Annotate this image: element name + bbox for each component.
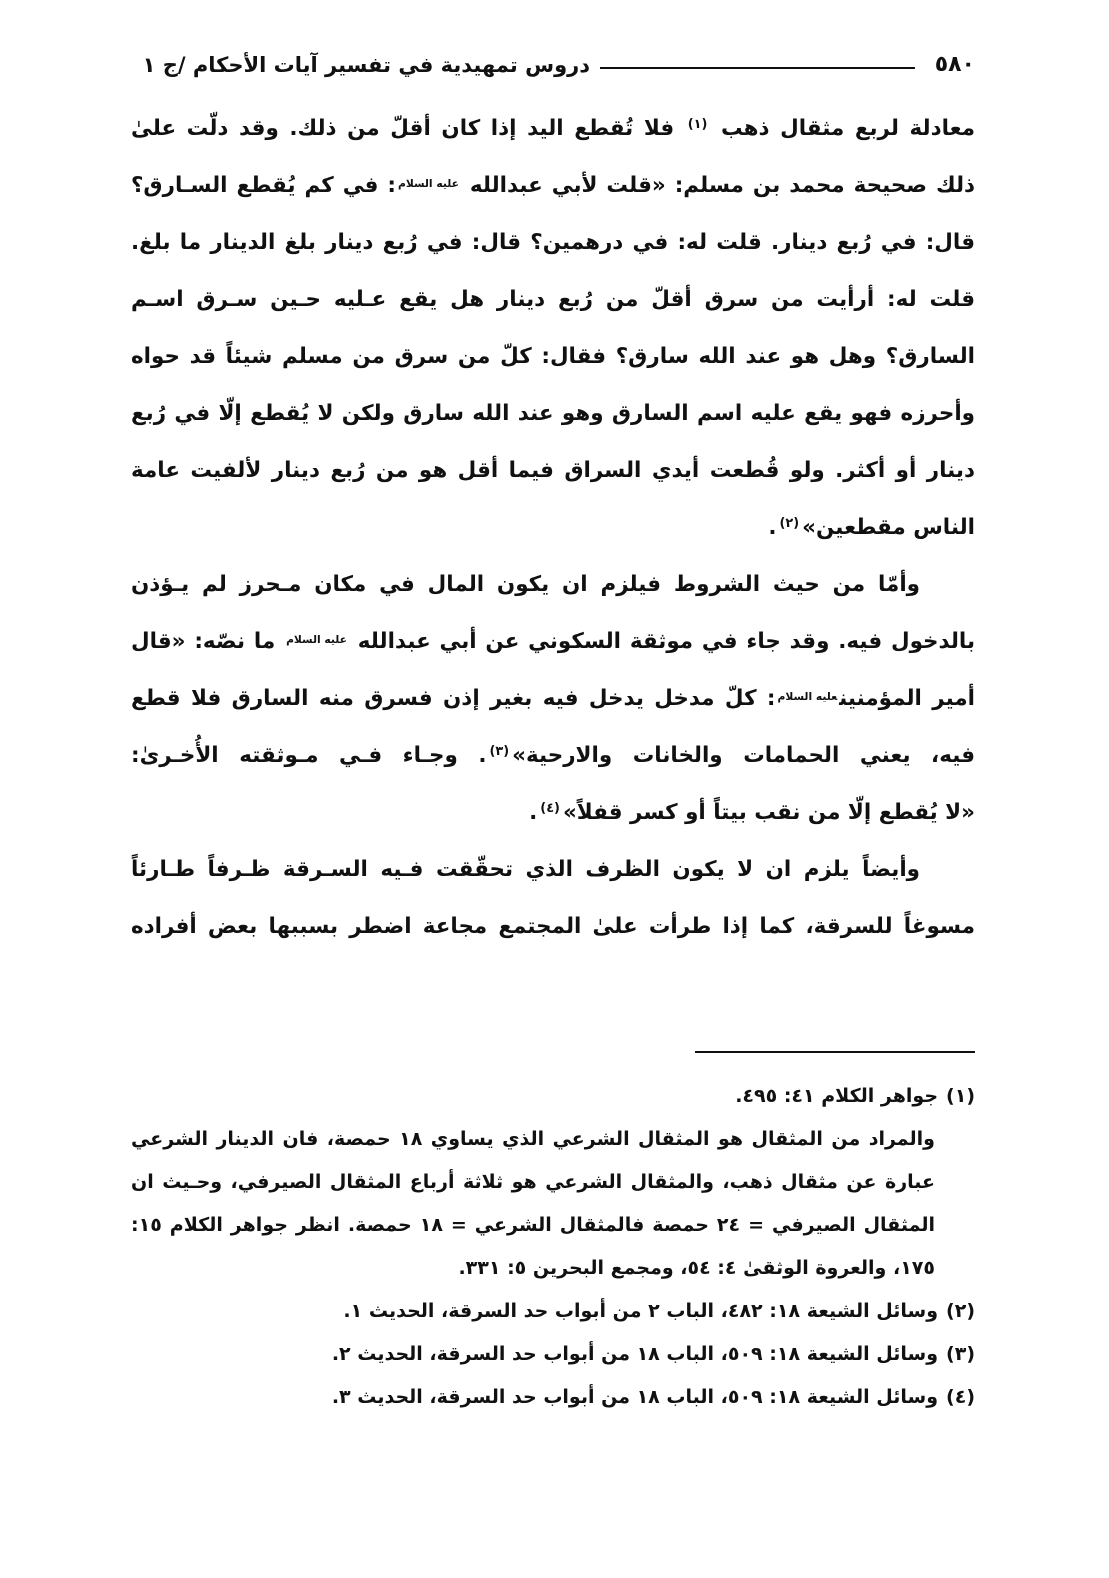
footnote-source: وسائل الشيعة ١٨: ٥٠٩، الباب ١٨ من أبواب حد السرقة، الحديث ٢. (331, 1343, 939, 1365)
text-run: . (768, 515, 777, 540)
footnote-source: جواهر الكلام ٤١: ٤٩٥. (735, 1085, 939, 1107)
footnote-note-text: ١٧٥، والعروة الوثقىٰ ٤: ٥٤، ومجمع البحرين ٥: ٣٣١. (458, 1257, 935, 1279)
text-run: قال: في رُبع دينار. قلت له: في درهمين؟ قال: في رُبع دينار بلغ الدينار ما بلغ. (131, 230, 975, 255)
footnote-source: وسائل الشيعة ١٨: ٤٨٢، الباب ٢ من أبواب حد السرقة، الحديث ١. (343, 1300, 939, 1322)
body-line (130, 157, 975, 214)
text-run: معادلة لربع مثقال ذهب (710, 116, 975, 141)
footnote-note-line (130, 1247, 975, 1290)
text-run: ذلك صحيحة محمد بن مسلم: «قلت لأبي عبدالله (460, 173, 975, 198)
text-run: : في كم يُقطع السـارق؟ (131, 173, 396, 198)
body-line (130, 214, 975, 271)
text-run: بالدخول فيه. وقد جاء في موثقة السكوني عن أبي عبدالله (348, 629, 975, 654)
footnote (130, 1333, 975, 1376)
footnotes (130, 1075, 975, 1419)
footnote-text (735, 1075, 975, 1118)
body-line-text (131, 214, 975, 271)
body-line (130, 670, 975, 727)
body-line-text (131, 841, 920, 898)
footnote-note-text: المثقال الصيرفي = ٢٤ حمصة فالمثقال الشرعي = ١٨ حمصة. انظر جواهر الكلام ١٥: (131, 1214, 935, 1236)
body-line-text (131, 157, 975, 217)
body-line (130, 442, 975, 499)
text-run: وأيضاً يلزم ان لا يكون الظرف الذي تحقّقت فـيه السـرقة ظـرفاً طـارئاً (131, 857, 920, 882)
body-line (130, 271, 975, 328)
text-run: . وجـاء فـي مـوثقته الأُخـرىٰ: (131, 743, 487, 768)
footnote-note-text: والمراد من المثقال هو المثقال الشرعي الذي يساوي ١٨ حمصة، فان الدينار الشرعي (131, 1128, 935, 1150)
footnote-text (343, 1290, 975, 1333)
body-line (130, 898, 975, 955)
honorific: عليه السلام (777, 689, 838, 703)
footnote-ref: (٣) (489, 743, 510, 759)
footnote-ref: (٢) (779, 515, 800, 531)
footnote-number: (١) (946, 1085, 975, 1107)
text-run: وأمّا من حيث الشروط فيلزم ان يكون المال في مكان مـحرز لم يـؤذن (131, 572, 920, 597)
footnote (130, 1075, 975, 1118)
body-line (130, 841, 975, 898)
footnote-note-line (130, 1118, 975, 1161)
body-line (130, 499, 975, 556)
header-rule (600, 67, 915, 69)
footnote (130, 1376, 975, 1419)
body-line-text (529, 784, 975, 844)
body-line (130, 556, 975, 613)
body-line (130, 784, 975, 841)
page-number: ٥٨٠ (934, 52, 975, 77)
footnote-note-line (130, 1161, 975, 1204)
body-line (130, 727, 975, 784)
text-run: دينار أو أكثر. ولو قُطعت أيدي السراق فيما أقل هو من رُبع دينار لألفيت عامة (131, 458, 975, 483)
honorific: عليه السلام (286, 632, 347, 646)
footnote (130, 1290, 975, 1333)
body-line (130, 100, 975, 157)
body-line-text (768, 499, 975, 559)
body-line (130, 385, 975, 442)
text-run: أمير المؤمنين (839, 686, 975, 711)
footnote-text (332, 1333, 975, 1376)
footnote-number: (٢) (946, 1300, 975, 1322)
body-line-text (131, 328, 975, 385)
text-run: الناس مقطعين» (802, 515, 975, 540)
footnote-ref: (٤) (540, 800, 560, 816)
footnote-note-line (130, 1204, 975, 1247)
footnote-ref: (١) (687, 116, 708, 132)
footnote-number: (٣) (946, 1343, 975, 1365)
body-line-text (131, 556, 920, 613)
text-run: مسوغاً للسرقة، كما إذا طرأت علىٰ المجتمع مجاعة اضطر بسببها بعض أفراده (131, 914, 975, 939)
text-run: «لا يُقطع إلّا من نقب بيتاً أو كسر قفلاً» (562, 800, 975, 825)
honorific: عليه السلام (397, 176, 459, 190)
text-run: فيه، يعني الحمامات والخانات والارحية» (512, 743, 975, 768)
footnote-text (332, 1376, 975, 1419)
body-line-text (131, 898, 975, 955)
footnote-source: وسائل الشيعة ١٨: ٥٠٩، الباب ١٨ من أبواب حد السرقة، الحديث ٣. (331, 1386, 939, 1408)
body-line-text (131, 727, 975, 787)
body-line-text (131, 100, 975, 160)
text-run: فلا تُقطع اليد إذا كان أقلّ من ذلك. وقد دلّت علىٰ (131, 116, 685, 141)
body-line (130, 328, 975, 385)
text-run: : كلّ مدخل يدخل فيه بغير إذن فسرق منه السارق فلا قطع (131, 686, 776, 711)
body-line-text (131, 442, 975, 499)
body-text (130, 100, 975, 955)
footnote-separator (695, 1051, 975, 1053)
body-line-text (131, 271, 975, 328)
body-line-text (131, 613, 975, 673)
body-line-text (131, 385, 975, 442)
text-run: قلت له: أرأيت من سرق أقلّ من رُبع دينار هل يقع عـليه حـين سـرق اسـم (131, 287, 975, 312)
text-run: السارق؟ وهل هو عند الله سارق؟ فقال: كلّ من سرق من مسلم شيئاً قد حواه (131, 344, 975, 369)
text-run: وأحرزه فهو يقع عليه اسم السارق وهو عند الله سارق ولكن لا يُقطع إلّا في رُبع (131, 401, 975, 426)
body-line (130, 613, 975, 670)
running-title: دروس تمهيدية في تفسير آيات الأحكام /ج ١ (142, 53, 590, 77)
text-run: ما نصّه: «قال (131, 629, 285, 654)
footnote-number: (٤) (946, 1386, 975, 1408)
footnote-note-text: عبارة عن مثقال ذهب، والمثقال الشرعي هو ثلاثة أرباع المثقال الصيرفي، وحـيث ان (131, 1171, 935, 1193)
body-line-text (131, 670, 975, 730)
text-run: . (529, 800, 538, 825)
